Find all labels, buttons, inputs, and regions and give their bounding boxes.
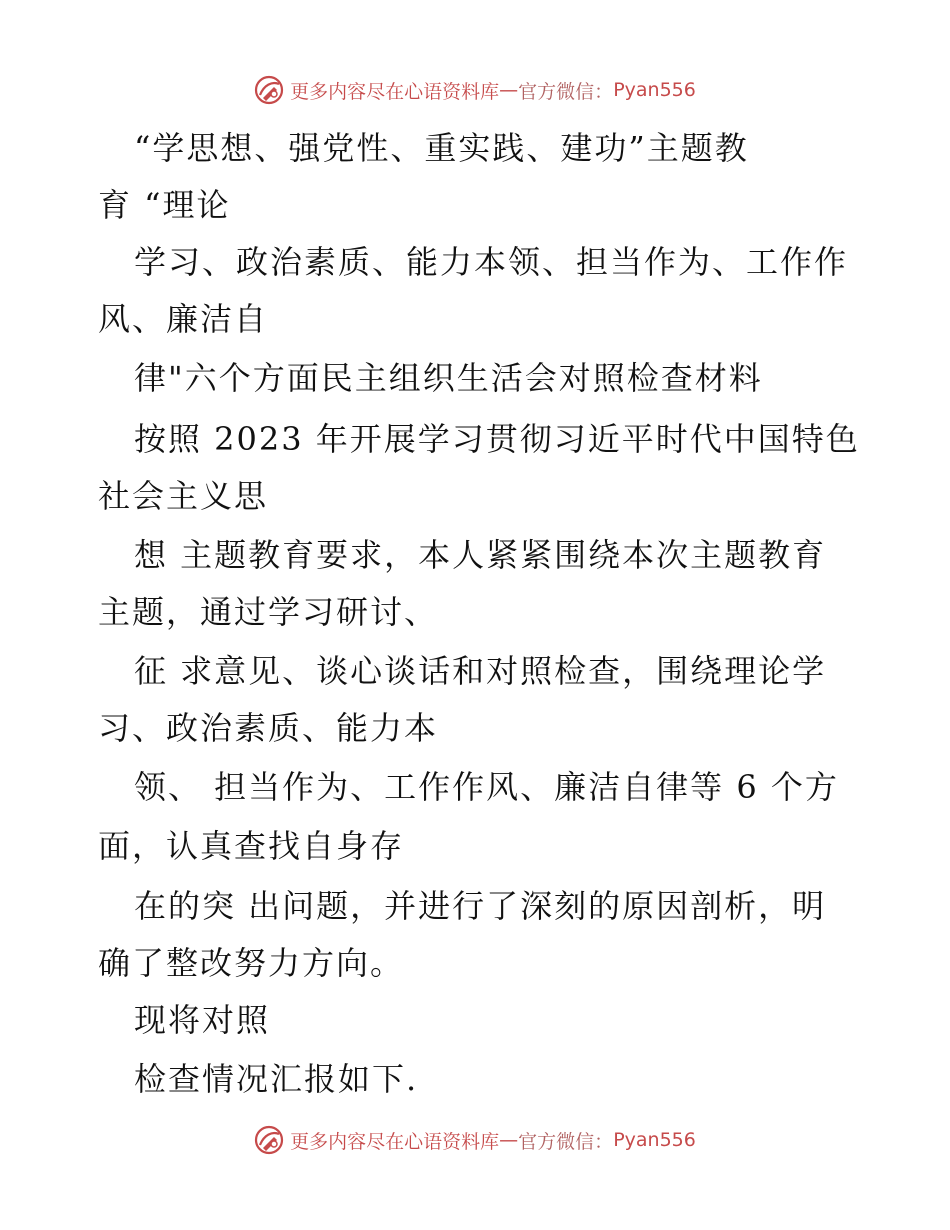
watermark-dash: —: [499, 79, 519, 101]
doc-line: 育 “理论: [98, 186, 231, 224]
doc-line: 在的突 出问题，并进行了深刻的原因剖析，明: [134, 887, 827, 925]
doc-line: 征 求意见、谈心谈话和对照检查，围绕理论学: [134, 652, 827, 690]
doc-line: 社会主义思: [98, 477, 269, 515]
footer-watermark: [0, 1120, 950, 1160]
watermark-site-text: 更多内容尽在心语资料库: [290, 80, 500, 103]
watermark-wechat-id: Pyan556: [613, 79, 696, 101]
doc-line: 风、廉洁自: [98, 300, 269, 338]
doc-line: 按照 2023 年开展学习贯彻习近平时代中国特色: [134, 420, 860, 458]
doc-line: “学思想、强党性、重实践、建功”主题教: [134, 129, 749, 167]
doc-line: 学习、政治素质、能力本领、担当作为、工作作: [134, 243, 849, 281]
doc-line: 律"六个方面民主组织生活会对照检查材料: [134, 359, 763, 397]
watermark-wechat-id: Pyan556: [613, 1129, 696, 1151]
watermark-wechat-label: 官方微信：: [518, 80, 614, 103]
watermark-dash: —: [499, 1129, 519, 1151]
doc-line: 习、政治素质、能力本: [98, 709, 439, 747]
doc-line: 现将对照: [134, 1001, 271, 1039]
brand-logo-icon: [254, 1125, 284, 1155]
doc-line: 想 主题教育要求，本人紧紧围绕本次主题教育: [134, 536, 827, 574]
doc-line: 检查情况汇报如下.: [134, 1060, 419, 1098]
watermark-wechat-label: 官方微信：: [518, 1130, 614, 1153]
doc-line: 确了整改努力方向。: [98, 944, 405, 982]
doc-line: 主题，通过学习研讨、: [98, 593, 439, 631]
watermark-site-text: 更多内容尽在心语资料库: [290, 1130, 500, 1153]
doc-line: 面，认真查找自身存: [98, 827, 405, 865]
doc-line: 领、 担当作为、工作作风、廉洁自律等 6 个方: [134, 768, 839, 806]
